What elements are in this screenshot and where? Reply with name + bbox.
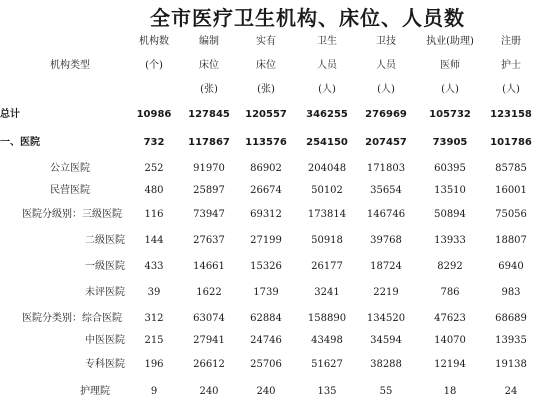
- row-value: 3241: [314, 287, 340, 298]
- row-value: 480: [144, 185, 164, 196]
- row-value: 75056: [495, 209, 527, 220]
- header-column-line: 卫生: [317, 36, 337, 47]
- row-value: 27637: [193, 235, 225, 246]
- header-column: [419, 30, 481, 102]
- row-value: 26674: [250, 185, 282, 196]
- header-column: [480, 30, 542, 102]
- row-value: 24: [504, 386, 518, 397]
- table-row: [0, 282, 544, 304]
- header-column-line: 注册: [501, 36, 521, 47]
- row-value: 276969: [365, 109, 407, 120]
- row-value: 73947: [193, 209, 225, 220]
- row-value: 91970: [193, 163, 225, 174]
- row-value: 116: [144, 209, 164, 220]
- row-value: 146746: [366, 209, 406, 220]
- row-value: 433: [144, 261, 164, 272]
- row-value: 69312: [250, 209, 282, 220]
- row-value: 8292: [437, 261, 463, 272]
- row-value: 144: [144, 235, 164, 246]
- row-value: 204048: [307, 163, 347, 174]
- header-column-line: 医师: [440, 60, 460, 71]
- row-label: 未评医院: [85, 287, 125, 298]
- page-title: 全市医疗卫生机构、床位、人员数: [150, 6, 465, 30]
- row-label: 护理院: [80, 386, 110, 397]
- row-value: 18: [443, 386, 457, 397]
- row-value: 196: [144, 359, 164, 370]
- header-column-line: 卫技: [376, 36, 396, 47]
- row-label: 专科医院: [85, 359, 125, 370]
- table-row: [0, 330, 544, 352]
- table-row: [0, 354, 544, 376]
- row-value: 27941: [193, 335, 225, 346]
- row-value: 13933: [434, 235, 466, 246]
- header-column-line: (人): [318, 84, 336, 95]
- row-value: 86902: [250, 163, 282, 174]
- row-value: 1739: [253, 287, 279, 298]
- header-column-line: 床位: [199, 60, 219, 71]
- row-value: 105732: [429, 109, 471, 120]
- row-value: 27199: [250, 235, 282, 246]
- table-row: [0, 132, 544, 154]
- row-value: 346255: [306, 109, 348, 120]
- row-value: 25897: [193, 185, 225, 196]
- header-column-line: 执业(助理): [426, 36, 474, 47]
- row-value: 171803: [366, 163, 406, 174]
- row-value: 252: [144, 163, 164, 174]
- row-value: 158890: [307, 313, 347, 324]
- table-row: [0, 180, 544, 202]
- row-label: 民营医院: [50, 185, 90, 196]
- row-value: 14070: [434, 335, 466, 346]
- row-value: 983: [501, 287, 521, 298]
- row-value: 63074: [193, 313, 225, 324]
- row-value: 50894: [434, 209, 466, 220]
- table-row: [0, 256, 544, 278]
- header-column: [296, 30, 358, 102]
- row-value: 215: [144, 335, 164, 346]
- table-row: [0, 204, 544, 226]
- header-column-line: (人): [441, 84, 459, 95]
- row-label: 一、医院: [0, 137, 40, 148]
- header-column-line: 实有: [256, 36, 276, 47]
- row-value: 38288: [370, 359, 402, 370]
- row-value: 120557: [245, 109, 287, 120]
- table-row: [0, 158, 544, 180]
- row-label: 总计: [0, 109, 20, 120]
- row-value: 55: [379, 386, 393, 397]
- row-value: 117867: [188, 137, 230, 148]
- header-column-line: 床位: [256, 60, 276, 71]
- row-label: 医院分级别：三级医院: [22, 209, 122, 220]
- row-value: 26177: [311, 261, 343, 272]
- row-value: 26612: [193, 359, 225, 370]
- row-value: 34594: [370, 335, 402, 346]
- header-column-line: 人员: [317, 60, 337, 71]
- table-row: [0, 230, 544, 252]
- row-value: 51627: [311, 359, 343, 370]
- row-value: 12194: [434, 359, 466, 370]
- row-value: 113576: [245, 137, 287, 148]
- row-value: 73905: [432, 137, 468, 148]
- row-value: 13935: [495, 335, 527, 346]
- row-value: 50918: [311, 235, 343, 246]
- header-column: [355, 30, 417, 102]
- row-value: 9: [150, 386, 158, 397]
- row-value: 786: [440, 287, 460, 298]
- row-value: 2219: [373, 287, 399, 298]
- header-type-label: [30, 54, 110, 78]
- row-label: 中医医院: [85, 335, 125, 346]
- row-label: 一级医院: [85, 261, 125, 272]
- row-value: 101786: [490, 137, 532, 148]
- row-value: 47623: [434, 313, 466, 324]
- row-label: 公立医院: [50, 163, 90, 174]
- row-value: 14661: [193, 261, 225, 272]
- row-value: 240: [199, 386, 219, 397]
- header-column-line: 编制: [199, 36, 219, 47]
- header-type-text: 机构类型: [50, 60, 90, 71]
- row-value: 25706: [250, 359, 282, 370]
- row-value: 1622: [196, 287, 222, 298]
- row-value: 18807: [495, 235, 527, 246]
- row-value: 85785: [495, 163, 527, 174]
- row-value: 207457: [365, 137, 407, 148]
- header-column: [123, 30, 185, 78]
- header-column-line: (张): [200, 84, 218, 95]
- header-column-line: 护士: [501, 60, 521, 71]
- row-value: 39: [147, 287, 161, 298]
- row-value: 19138: [495, 359, 527, 370]
- header-column: [178, 30, 240, 102]
- header-column-line: (个): [145, 60, 163, 71]
- table-row: [0, 308, 544, 330]
- row-value: 68689: [495, 313, 527, 324]
- row-value: 10986: [136, 109, 172, 120]
- row-label: 二级医院: [85, 235, 125, 246]
- row-value: 50102: [311, 185, 343, 196]
- table-row: [0, 381, 544, 403]
- row-value: 43498: [311, 335, 343, 346]
- row-value: 18724: [370, 261, 402, 272]
- row-value: 135: [317, 386, 337, 397]
- row-value: 60395: [434, 163, 466, 174]
- row-value: 62884: [250, 313, 282, 324]
- row-value: 312: [144, 313, 164, 324]
- row-value: 134520: [366, 313, 406, 324]
- row-value: 13510: [434, 185, 466, 196]
- header-column-line: 机构数: [139, 36, 169, 47]
- row-value: 6940: [498, 261, 524, 272]
- row-label: 医院分类别：综合医院: [22, 313, 122, 324]
- row-value: 35654: [370, 185, 402, 196]
- row-value: 732: [143, 137, 165, 148]
- header-column-line: (张): [257, 84, 275, 95]
- row-value: 123158: [490, 109, 532, 120]
- row-value: 39768: [370, 235, 402, 246]
- header-column: [235, 30, 297, 102]
- row-value: 240: [256, 386, 276, 397]
- header-column-line: (人): [377, 84, 395, 95]
- header-column-line: 人员: [376, 60, 396, 71]
- header-column-line: (人): [502, 84, 520, 95]
- row-value: 127845: [188, 109, 230, 120]
- row-value: 24746: [250, 335, 282, 346]
- row-value: 16001: [495, 185, 527, 196]
- row-value: 173814: [307, 209, 347, 220]
- row-value: 254150: [306, 137, 348, 148]
- table-row: [0, 104, 544, 126]
- row-value: 15326: [250, 261, 282, 272]
